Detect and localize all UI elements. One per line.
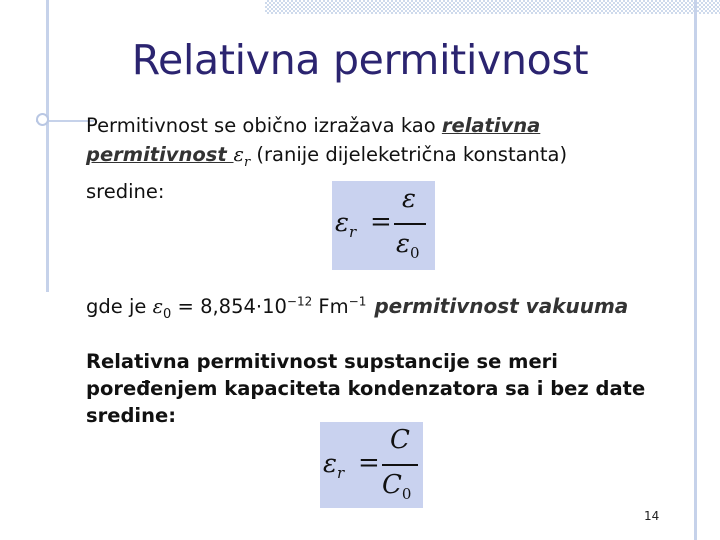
para1-emphasis: relativna permitivnost: [86, 114, 541, 166]
formula1-fraction-bar: [394, 223, 426, 225]
formula1-eq: =: [370, 207, 392, 237]
para2-symbol-sub: 0: [163, 306, 172, 322]
slide-title: Relativna permitivnost: [131, 36, 589, 84]
formula2-lhs: ε: [323, 449, 337, 479]
decorative-checker-band: [265, 0, 720, 14]
para1-symbol: ε: [233, 143, 244, 166]
para1-symbol-sub: r: [244, 154, 251, 170]
paragraph-measurement: Relativna permitivnost supstancije se meri poređenjem kapaciteta kondenzatora sa i bez date sredine:: [86, 350, 646, 427]
para2-exp2: −1: [348, 294, 367, 309]
formula1-lhs-sub: r: [348, 223, 357, 242]
formula2-den: C: [382, 470, 402, 500]
formula1-num: ε: [402, 184, 416, 214]
formula2-den-sub: 0: [401, 485, 412, 504]
page-number: 14: [644, 509, 660, 523]
formula1-den: ε: [396, 229, 410, 259]
para2-unit: Fm: [312, 295, 349, 318]
formula1-lhs: ε: [335, 208, 349, 238]
formula2-num: C: [390, 425, 410, 455]
formula-relative-permittivity: [332, 181, 435, 270]
paragraph-vacuum-permittivity: [86, 294, 628, 322]
para2-description: permitivnost vakuuma: [374, 294, 629, 318]
para2-value: = 8,854·10: [171, 295, 287, 318]
formula2-lhs-sub: r: [336, 464, 345, 483]
para2-prefix: gde je: [86, 295, 153, 318]
para2-exp1: −12: [286, 294, 313, 309]
formula1-den-sub: 0: [409, 244, 420, 263]
formula-capacitance-ratio: [320, 422, 423, 508]
formula2-fraction-bar: [382, 464, 418, 466]
para1-text1: Permitivnost se obično izražava kao: [86, 114, 442, 137]
para1-text2: (ranije dijeleketrična konstanta) sredine:: [86, 143, 568, 203]
para2-symbol: ε: [152, 295, 164, 318]
formula2-eq: =: [358, 448, 380, 478]
bullet-circle-icon: [36, 113, 49, 126]
